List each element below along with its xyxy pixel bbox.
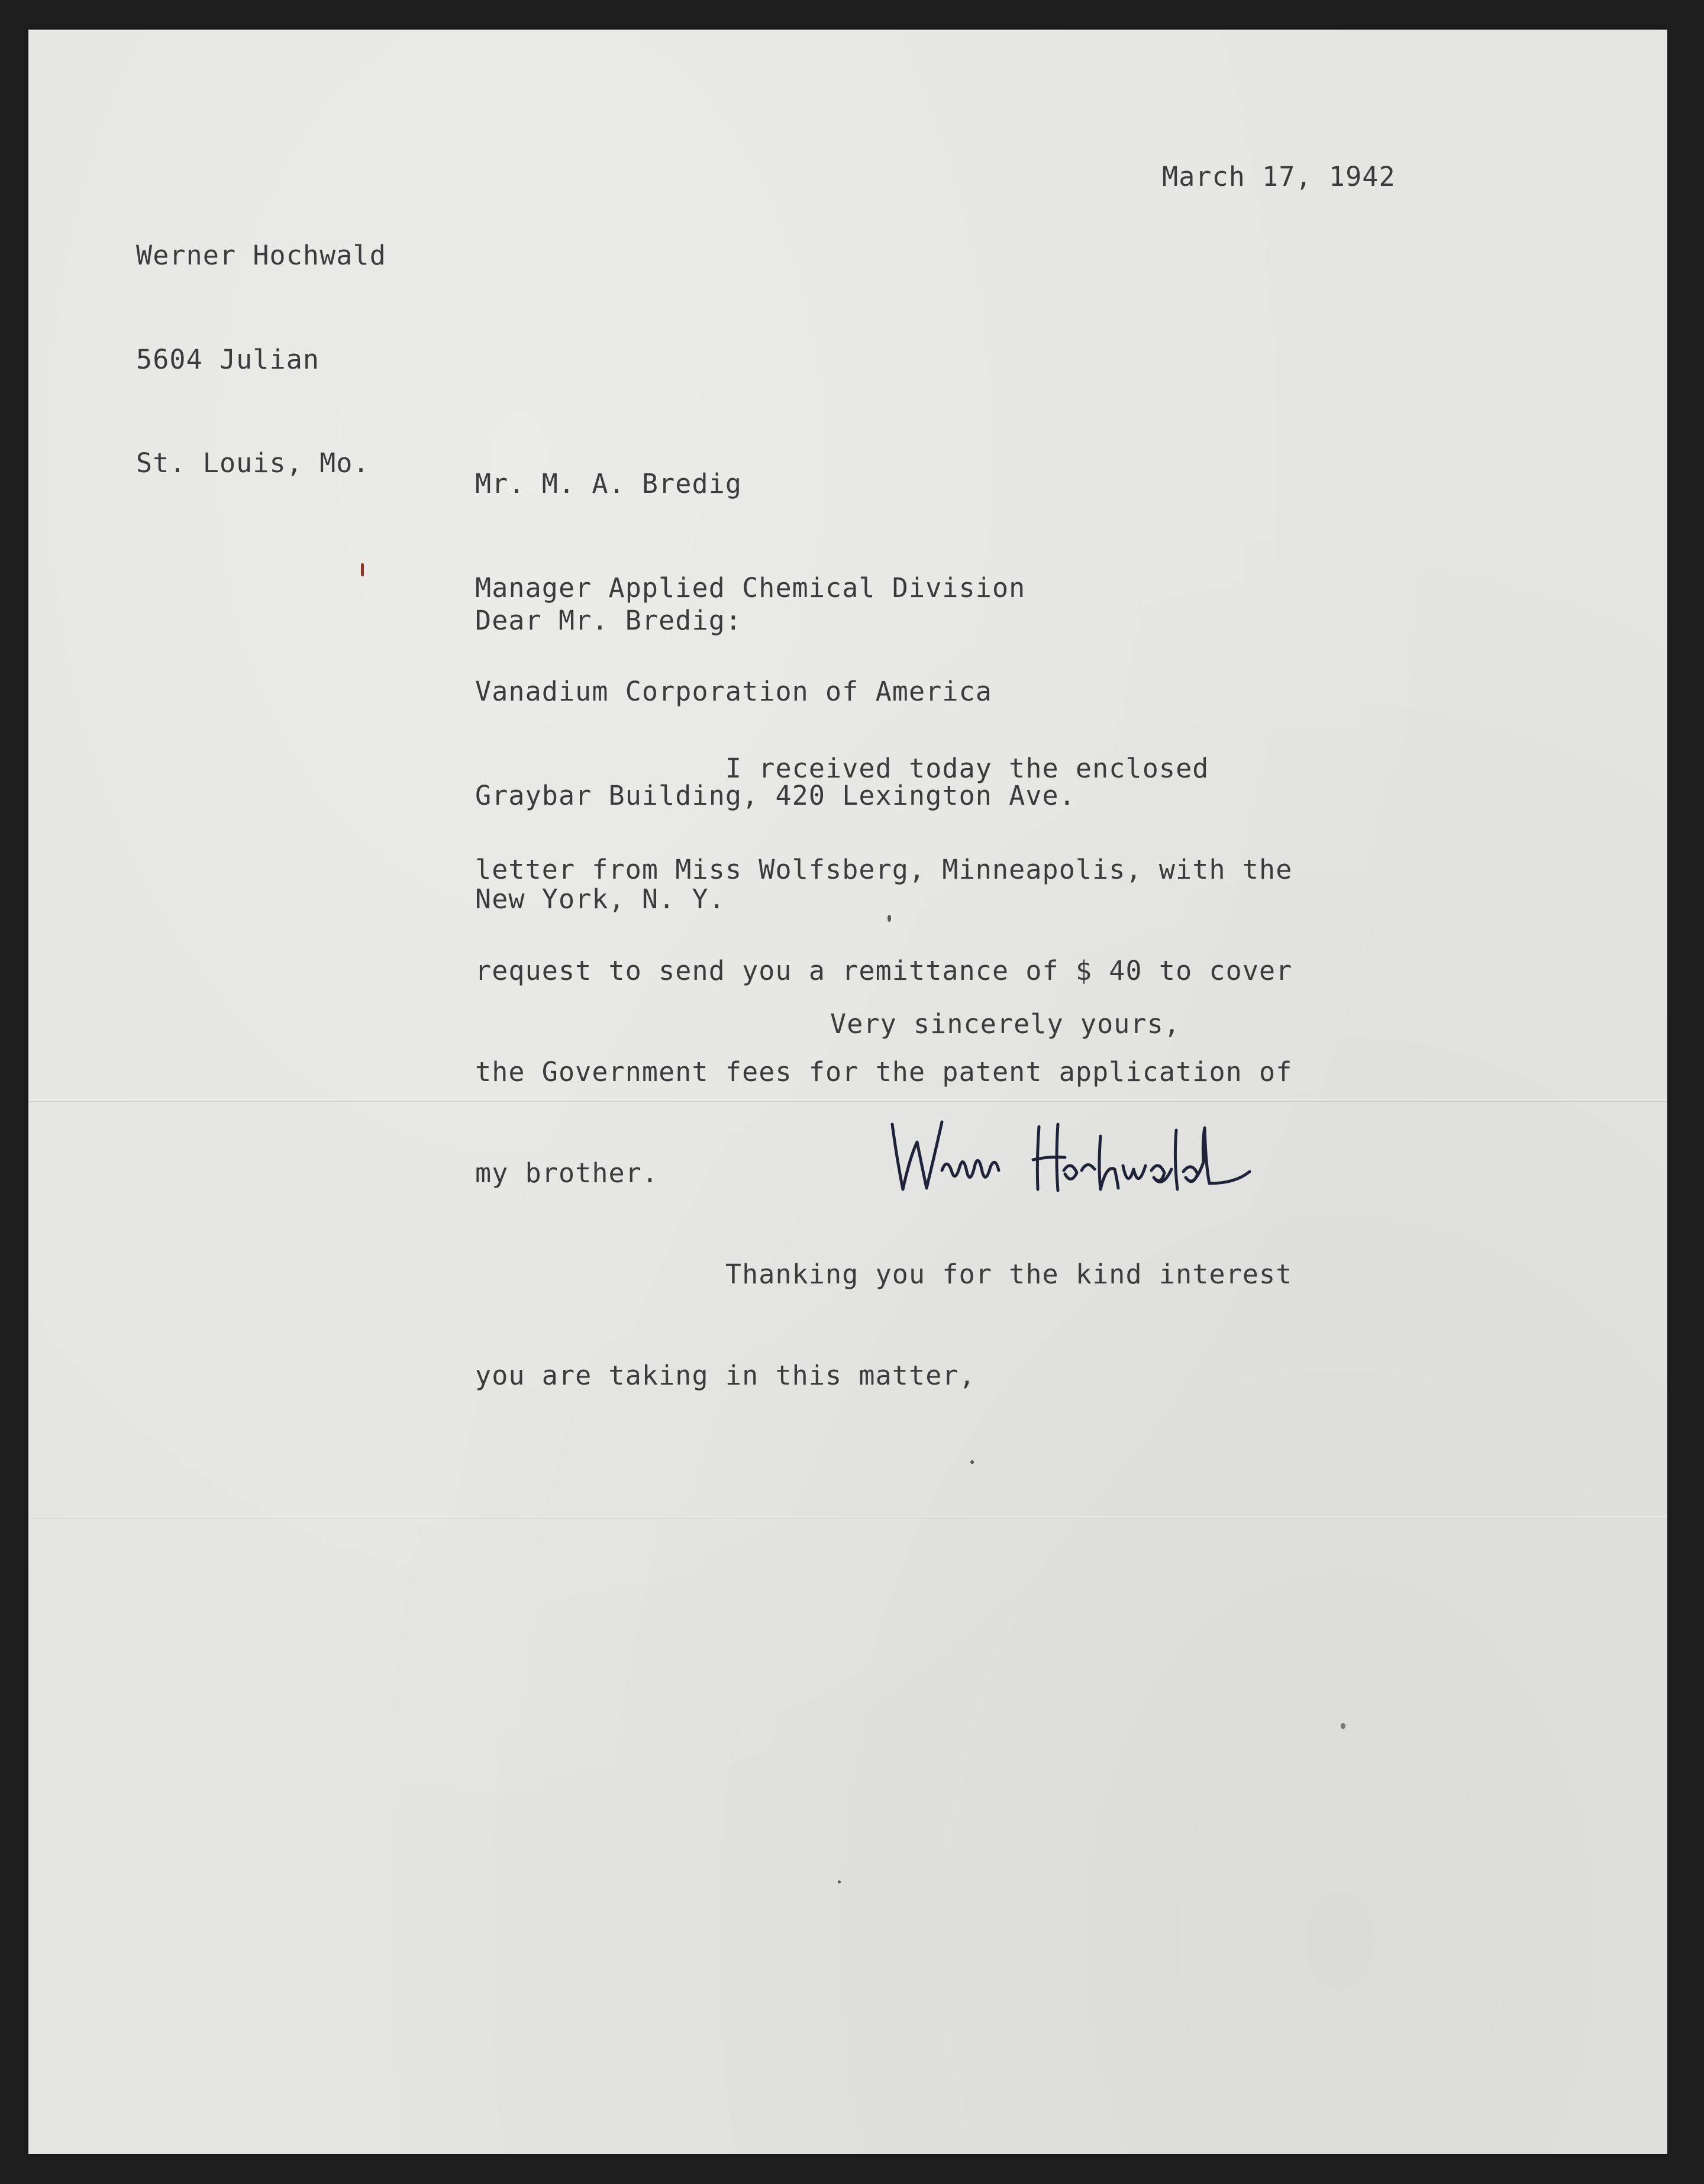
letter-page bbox=[28, 30, 1667, 2154]
letter-date: March 17, 1942 bbox=[1162, 161, 1396, 192]
body-line: letter from Miss Wolfsberg, Minneapolis, with the bbox=[475, 854, 1293, 885]
recipient-city: New York, N. Y. bbox=[475, 883, 725, 915]
body-line: you are taking in this matter, bbox=[475, 1360, 976, 1391]
paper-speck bbox=[970, 1460, 974, 1464]
sender-city: St. Louis, Mo. bbox=[136, 447, 370, 479]
body-line: the Government fees for the patent application of bbox=[475, 1056, 1293, 1088]
body-line: I received today the enclosed bbox=[475, 753, 1209, 784]
handwritten-signature bbox=[880, 1101, 1259, 1219]
paper-speck bbox=[1341, 1723, 1345, 1729]
paper-speck bbox=[838, 1880, 841, 1883]
salutation: Dear Mr. Bredig: bbox=[475, 605, 743, 636]
body-line: request to send you a remittance of $ 40 to cover bbox=[475, 955, 1293, 986]
body-line: Thanking you for the kind interest bbox=[475, 1259, 1293, 1290]
recipient-name: Mr. M. A. Bredig bbox=[475, 468, 743, 499]
paper-speck bbox=[361, 563, 364, 576]
sender-street: 5604 Julian bbox=[136, 343, 320, 375]
sender-address bbox=[136, 169, 386, 550]
fold-crease-lower bbox=[28, 1516, 1667, 1518]
recipient-company: Vanadium Corporation of America bbox=[475, 676, 992, 707]
recipient-street-address: Graybar Building, 420 Lexington Ave. bbox=[475, 779, 1076, 811]
body-line: my brother. bbox=[475, 1157, 659, 1189]
closing: Very sincerely yours, bbox=[830, 1008, 1181, 1040]
letter-body bbox=[475, 684, 1292, 1460]
recipient-title: Manager Applied Chemical Division bbox=[475, 572, 1026, 604]
sender-name: Werner Hochwald bbox=[136, 240, 386, 271]
